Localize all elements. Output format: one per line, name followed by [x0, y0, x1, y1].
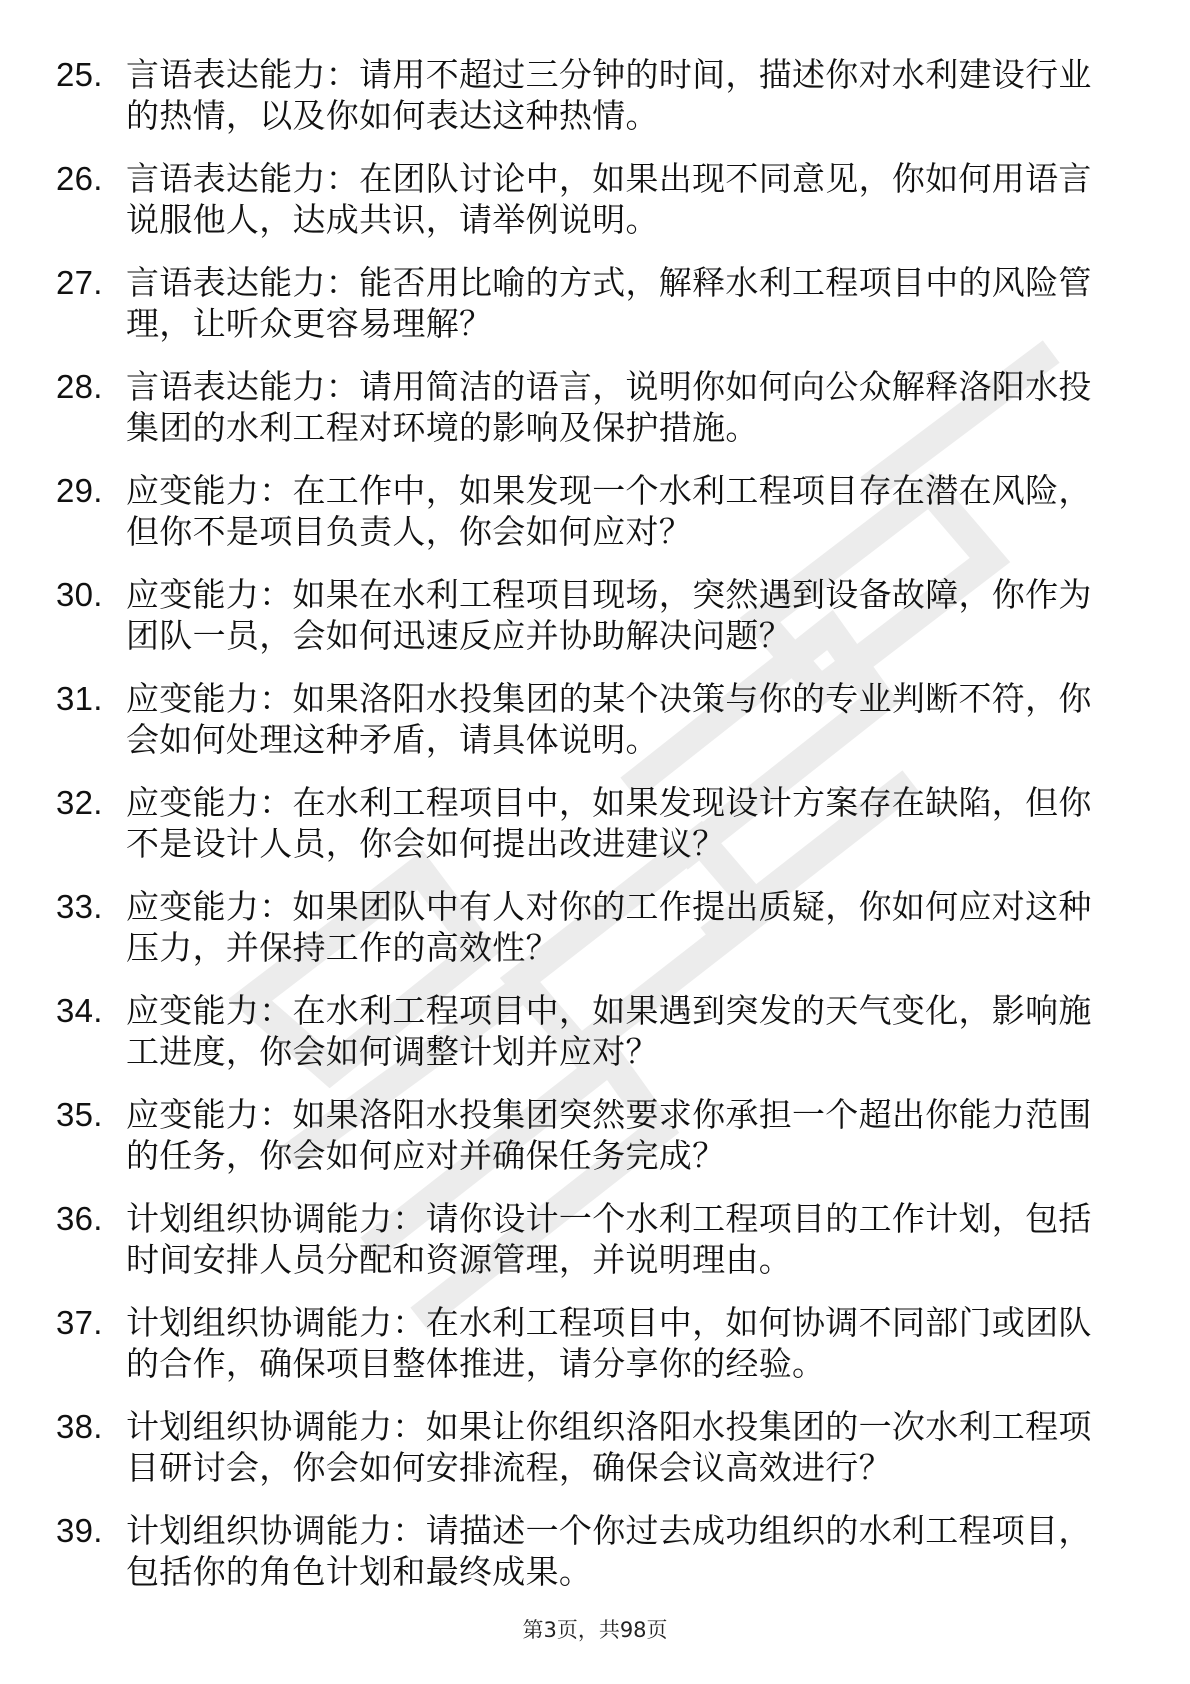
question-text: 应变能力：在水利工程项目中，如果遇到突发的天气变化，影响施工进度，你会如何调整计划并应对？: [126, 991, 1092, 1071]
question-text: 计划组织协调能力：请描述一个你过去成功组织的水利工程项目，包括你的角色计划和最终成果。: [126, 1511, 1092, 1591]
question-number: 36.: [56, 1200, 103, 1237]
question-item: [56, 262, 1106, 366]
question-text: 应变能力：如果洛阳水投集团的某个决策与你的专业判断不符，你会如何处理这种矛盾，请具体说明。: [126, 679, 1092, 759]
question-number: 29.: [56, 472, 103, 509]
question-text: 应变能力：如果在水利工程项目现场，突然遇到设备故障，你作为团队一员，会如何迅速反应并协助解决问题？: [126, 575, 1092, 655]
question-item: [56, 1094, 1106, 1198]
question-list: [56, 54, 1106, 1614]
question-number: 32.: [56, 784, 103, 821]
question-item: [56, 678, 1106, 782]
question-item: [56, 886, 1106, 990]
question-number: 31.: [56, 680, 103, 717]
question-number: 38.: [56, 1408, 103, 1445]
question-item: [56, 782, 1106, 886]
question-number: 27.: [56, 264, 103, 301]
question-number: 26.: [56, 160, 103, 197]
question-item: [56, 366, 1106, 470]
question-item: [56, 1510, 1106, 1614]
question-number: 25.: [56, 56, 103, 93]
question-item: [56, 990, 1106, 1094]
question-item: [56, 574, 1106, 678]
question-text: 言语表达能力：能否用比喻的方式，解释水利工程项目中的风险管理，让听众更容易理解？: [126, 263, 1092, 343]
question-text: 计划组织协调能力：请你设计一个水利工程项目的工作计划，包括时间安排人员分配和资源管理，并说明理由。: [126, 1199, 1092, 1279]
question-number: 28.: [56, 368, 103, 405]
question-number: 34.: [56, 992, 103, 1029]
question-item: [56, 1198, 1106, 1302]
question-text: 应变能力：在水利工程项目中，如果发现设计方案存在缺陷，但你不是设计人员，你会如何提出改进建议？: [126, 783, 1092, 863]
question-number: 39.: [56, 1512, 103, 1549]
question-number: 37.: [56, 1304, 103, 1341]
question-text: 应变能力：如果洛阳水投集团突然要求你承担一个超出你能力范围的任务，你会如何应对并确保任务完成？: [126, 1095, 1092, 1175]
question-text: 言语表达能力：请用简洁的语言，说明你如何向公众解释洛阳水投集团的水利工程对环境的影响及保护措施。: [126, 367, 1092, 447]
question-number: 33.: [56, 888, 103, 925]
question-item: [56, 1302, 1106, 1406]
question-text: 应变能力：如果团队中有人对你的工作提出质疑，你如何应对这种压力，并保持工作的高效性？: [126, 887, 1092, 967]
question-number: 30.: [56, 576, 103, 613]
question-item: [56, 158, 1106, 262]
question-text: 应变能力：在工作中，如果发现一个水利工程项目存在潜在风险，但你不是项目负责人，你会如何应对？: [126, 471, 1092, 551]
question-text: 计划组织协调能力：在水利工程项目中，如何协调不同部门或团队的合作，确保项目整体推进，请分享你的经验。: [126, 1303, 1092, 1383]
question-text: 言语表达能力：在团队讨论中，如果出现不同意见，你如何用语言说服他人，达成共识，请举例说明。: [126, 159, 1092, 239]
question-text: 计划组织协调能力：如果让你组织洛阳水投集团的一次水利工程项目研讨会，你会如何安排流程，确保会议高效进行？: [126, 1407, 1092, 1487]
question-item: [56, 54, 1106, 158]
question-item: [56, 470, 1106, 574]
question-number: 35.: [56, 1096, 103, 1133]
page-footer: 第3页，共98页: [522, 1618, 668, 1642]
question-item: [56, 1406, 1106, 1510]
question-text: 言语表达能力：请用不超过三分钟的时间，描述你对水利建设行业的热情，以及你如何表达这种热情。: [126, 55, 1092, 135]
